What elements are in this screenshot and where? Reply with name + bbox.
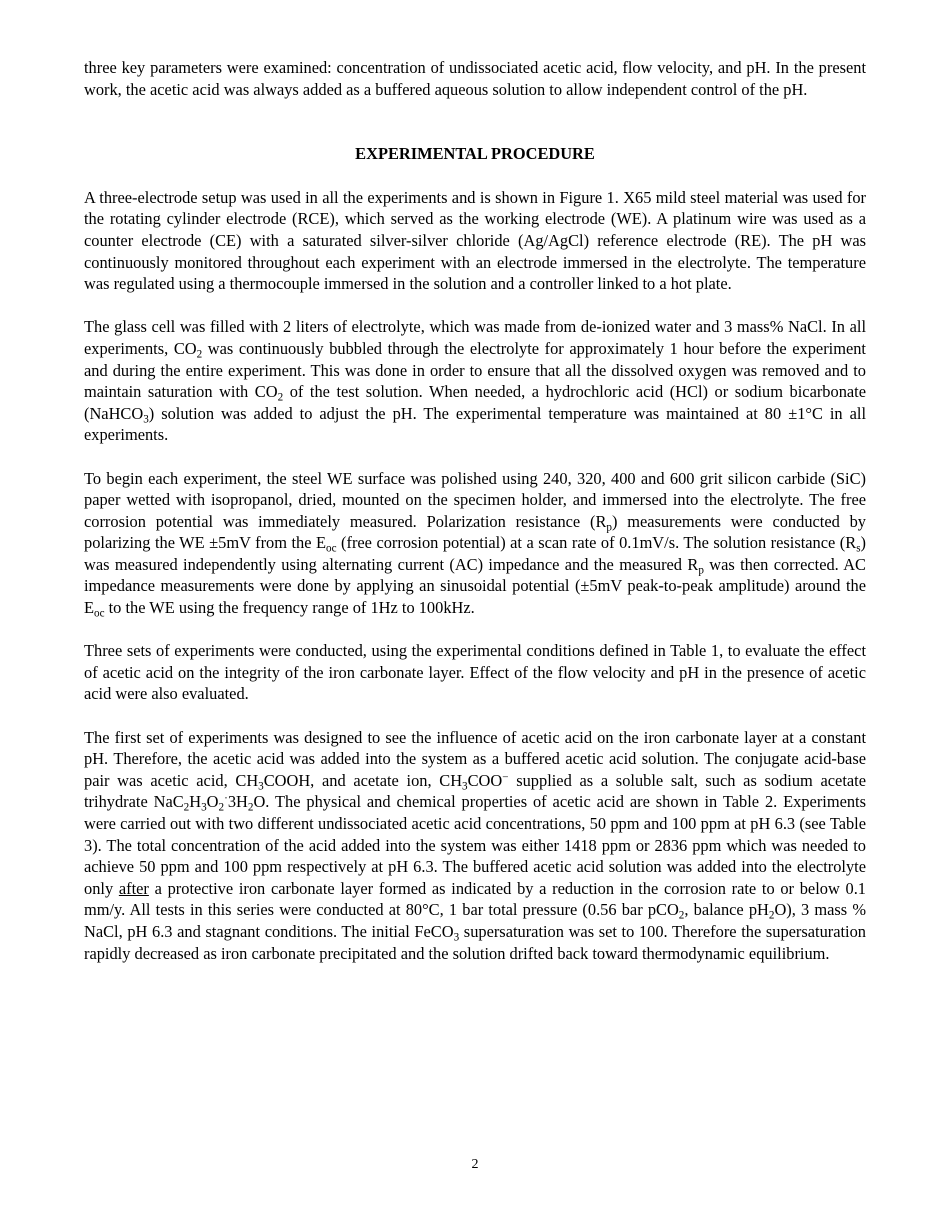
paragraph-sets: Three sets of experiments were conducted, using the experimental conditions defined in Table 1, to evaluate the effect of acetic acid on the integrity of the iron carbonate layer. Effect of the flow velocity and pH in the presence of acetic acid were also evaluated. bbox=[84, 641, 866, 704]
page-body bbox=[84, 57, 866, 964]
paragraph-procedure: To begin each experiment, the steel WE surface was polished using 240, 320, 400 and 600 grit silicon carbide (SiC) paper wetted with isopropanol, dried, mounted on the specimen holder, and immersed into the electrolyte. The free corrosion potential was immediately measured. Polarization resistance $(R_p)$ measurements were conducted by polarizing the WE ±5mV from the $E_{oc}$ (free corrosion potential) at a scan rate of 0.1mV/s. The solution resistance $(R_s)$ was measured independently using alternating current (AC) impedance and the measured $R_p$ was then corrected. AC impedance measurements were done by applying an sinusoidal potential (±5mV peak-to-peak amplitude) around the $E_{oc}$ to the WE using the frequency range of 1Hz to 100kHz. bbox=[84, 468, 867, 620]
paragraph-setup: A three-electrode setup was used in all the experiments and is shown in Figure 1. X65 mild steel material was used for the rotating cylinder electrode (RCE), which served as the working electrode (WE). A platinum wire was used as a counter electrode (CE) with a saturated silver-silver chloride (Ag/AgCl) reference electrode (RE). The pH was continuously monitored throughout each experiment with an electrode immersed in the electrolyte. The temperature was regulated using a thermocouple immersed in the solution and a controller linked to a hot plate. bbox=[84, 187, 866, 294]
section-heading: EXPERIMENTAL PROCEDURE bbox=[355, 144, 595, 164]
paragraph-first-set: The first set of experiments was designed to see the influence of acetic acid on the iron carbonate layer at a constant pH. Therefore, the acetic acid was added into the system as a buffered acetic acid solution. The conjugate acid-base pair was acetic acid, $CH_3COOH$, and acetate ion, $CH_3COO^-$ supplied as a soluble salt, such as sodium acetate trihydrate $NaC_2H_3O_2^\cdot 3H_2O$. The physical and chemical properties of acetic acid are shown in Table 2. Experiments were carried out with two different undissociated acetic acid concentrations, 50 ppm and 100 ppm at pH 6.3 (see Table 3). The total concentration of the acid added into the system was either 1418 ppm or 2836 ppm which was needed to achieve 50 ppm and 100 ppm respectively at pH 6.3. The buffered acetic acid solution was added into the electrolyte only after a protective iron carbonate layer formed as indicated by a reduction in the corrosion rate to or below 0.1 mm/y. All tests in this series were conducted at 80°C, 1 bar total pressure (0.56 bar pCO$_2$, balance $pH_2O$), 3 mass % NaCl, pH 6.3 and stagnant conditions. The initial FeCO$_3$ supersaturation was set to 100. Therefore the supersaturation rapidly decreased as iron carbonate precipitated and the solution drifted back toward thermodynamic equilibrium. bbox=[84, 727, 867, 963]
page-number: 2 bbox=[471, 1157, 479, 1172]
emphasis-after: after bbox=[118, 878, 149, 898]
paragraph-cell: The glass cell was filled with 2 liters of electrolyte, which was made from de-ionized water and 3 mass% NaCl. In all experiments, $CO_2$ was continuously bubbled through the electrolyte for approximately 1 hour before the experiment and during the entire experiment. This was done in order to ensure that all the dissolved oxygen was removed and to maintain saturation with $CO_2$ of the test solution. When needed, a hydrochloric acid (HCl) or sodium bicarbonate (NaHCO$_3$) solution was added to adjust the pH. The experimental temperature was maintained at 80 ±1°C in all experiments. bbox=[84, 317, 866, 445]
paragraph-intro: three key parameters were examined: concentration of undissociated acetic acid, flow velocity, and pH. In the present work, the acetic acid was always added as a buffered aqueous solution to allow independent control of the pH. bbox=[84, 58, 866, 99]
